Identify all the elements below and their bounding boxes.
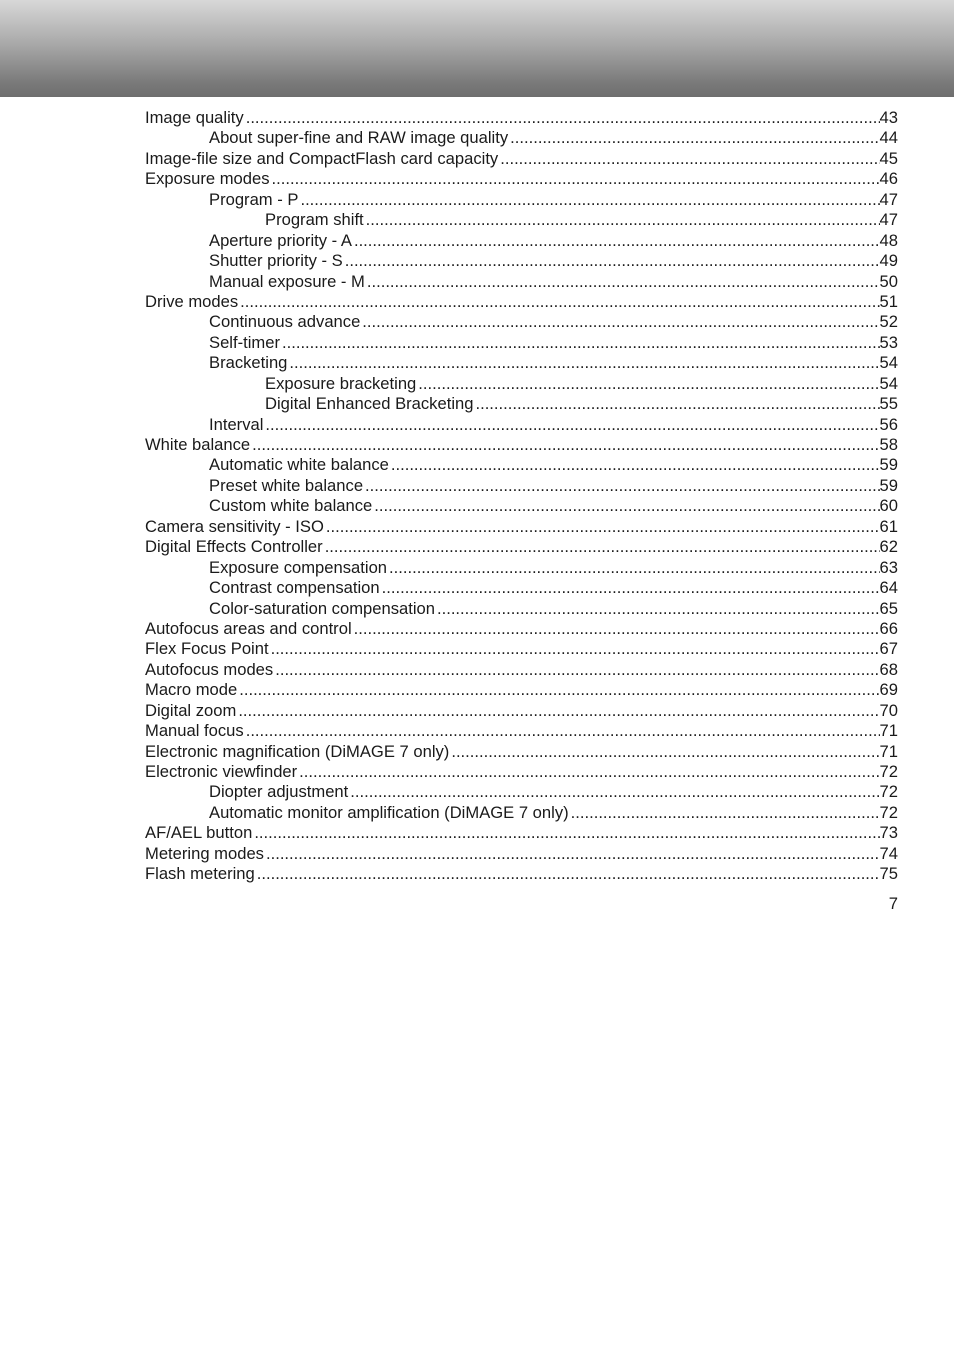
- toc-entry-page: 71: [879, 721, 898, 741]
- toc-dot-leader: [362, 312, 879, 332]
- toc-entry: [145, 660, 898, 680]
- toc-entry: [145, 190, 898, 210]
- toc-entry-title: Program - P: [209, 189, 299, 209]
- toc-entry-title: Manual focus: [145, 721, 244, 741]
- toc-entry-title: Flex Focus Point: [145, 639, 269, 659]
- toc-entry-title: Color-saturation compensation: [209, 598, 435, 618]
- toc-entry-page: 70: [879, 700, 898, 720]
- toc-entry-title: Manual exposure - M: [209, 271, 365, 291]
- toc-entry-page: 75: [879, 864, 898, 884]
- toc-entry-page: 62: [879, 537, 898, 557]
- toc-dot-leader: [389, 558, 880, 578]
- toc-entry: [145, 415, 898, 435]
- toc-dot-leader: [451, 742, 879, 762]
- toc-entry-title: Contrast compensation: [209, 578, 380, 598]
- toc-entry-page: 59: [879, 475, 898, 495]
- toc-entry-title: Continuous advance: [209, 312, 361, 332]
- toc-entry: [145, 210, 898, 230]
- toc-entry-page: 65: [879, 598, 898, 618]
- toc-dot-leader: [500, 149, 879, 169]
- toc-dot-leader: [382, 578, 880, 598]
- toc-entry-page: 72: [879, 802, 898, 822]
- toc-entry-page: 56: [879, 414, 898, 434]
- toc-dot-leader: [272, 169, 880, 189]
- toc-entry-title: Aperture priority - A: [209, 230, 352, 250]
- toc-dot-leader: [289, 353, 879, 373]
- toc-entry-page: 54: [879, 373, 898, 393]
- toc-entry-page: 47: [879, 189, 898, 209]
- toc-entry: [145, 701, 898, 721]
- toc-entry: [145, 517, 898, 537]
- toc-entry: [145, 742, 898, 762]
- table-of-contents: [145, 108, 898, 885]
- toc-entry: [145, 823, 898, 843]
- toc-entry-title: Image-file size and CompactFlash card capacity: [145, 148, 499, 168]
- toc-entry-page: 44: [879, 128, 898, 148]
- toc-entry-title: Exposure bracketing: [265, 373, 417, 393]
- toc-entry-title: AF/AEL button: [145, 823, 253, 843]
- toc-entry: [145, 128, 898, 148]
- toc-entry-page: 67: [879, 639, 898, 659]
- toc-entry-page: 43: [879, 108, 898, 127]
- toc-entry: [145, 231, 898, 251]
- toc-dot-leader: [571, 803, 880, 823]
- toc-entry-page: 74: [879, 843, 898, 863]
- toc-dot-leader: [246, 108, 880, 128]
- toc-dot-leader: [252, 435, 879, 455]
- toc-entry-title: Automatic monitor amplification (DiMAGE 7 only): [209, 802, 569, 822]
- toc-entry: [145, 272, 898, 292]
- toc-entry-title: Metering modes: [145, 843, 264, 863]
- toc-entry: [145, 435, 898, 455]
- toc-entry-page: 59: [879, 455, 898, 475]
- toc-dot-leader: [300, 190, 879, 210]
- toc-entry: [145, 455, 898, 475]
- toc-dot-leader: [367, 272, 880, 292]
- toc-entry: [145, 864, 898, 884]
- toc-entry-page: 69: [879, 680, 898, 700]
- toc-entry: [145, 374, 898, 394]
- toc-entry: [145, 619, 898, 639]
- toc-entry-title: Diopter adjustment: [209, 782, 349, 802]
- toc-entry-page: 60: [879, 496, 898, 516]
- toc-entry-page: 50: [879, 271, 898, 291]
- toc-entry-title: Autofocus modes: [145, 659, 274, 679]
- toc-entry-page: 73: [879, 823, 898, 843]
- toc-dot-leader: [239, 680, 879, 700]
- toc-dot-leader: [257, 864, 880, 884]
- toc-dot-leader: [326, 517, 880, 537]
- toc-entry-page: 71: [879, 741, 898, 761]
- toc-dot-leader: [254, 823, 879, 843]
- toc-entry-title: Digital zoom: [145, 700, 237, 720]
- toc-dot-leader: [275, 660, 879, 680]
- toc-entry: [145, 721, 898, 741]
- toc-dot-leader: [391, 455, 880, 475]
- toc-dot-leader: [418, 374, 879, 394]
- toc-entry: [145, 476, 898, 496]
- toc-entry-title: Custom white balance: [209, 496, 373, 516]
- toc-entry: [145, 680, 898, 700]
- toc-entry: [145, 578, 898, 598]
- toc-entry: [145, 108, 898, 128]
- toc-entry: [145, 312, 898, 332]
- toc-entry-title: About super-fine and RAW image quality: [209, 128, 509, 148]
- toc-dot-leader: [282, 333, 880, 353]
- toc-entry-title: Autofocus areas and control: [145, 618, 352, 638]
- toc-entry-title: Electronic magnification (DiMAGE 7 only): [145, 741, 450, 761]
- toc-entry: [145, 149, 898, 169]
- toc-dot-leader: [354, 231, 880, 251]
- toc-entry-title: Automatic white balance: [209, 455, 389, 475]
- toc-entry-page: 55: [879, 394, 898, 414]
- toc-dot-leader: [366, 210, 880, 230]
- toc-dot-leader: [325, 537, 880, 557]
- toc-dot-leader: [266, 844, 880, 864]
- toc-entry: [145, 844, 898, 864]
- toc-dot-leader: [238, 701, 879, 721]
- toc-entry: [145, 169, 898, 189]
- toc-entry-page: 51: [879, 291, 898, 311]
- toc-entry-page: 58: [879, 435, 898, 454]
- toc-entry-page: 53: [879, 332, 898, 352]
- toc-dot-leader: [365, 476, 879, 496]
- toc-entry: [145, 333, 898, 353]
- toc-entry: [145, 639, 898, 659]
- toc-entry-page: 72: [879, 762, 898, 781]
- toc-dot-leader: [510, 128, 879, 148]
- page-number: 7: [888, 894, 898, 913]
- toc-entry-page: 72: [879, 782, 898, 802]
- toc-dot-leader: [437, 599, 880, 619]
- toc-entry-title: Interval: [209, 414, 264, 434]
- toc-entry-title: Exposure compensation: [209, 557, 388, 577]
- toc-entry-title: Exposure modes: [145, 169, 270, 189]
- toc-entry: [145, 558, 898, 578]
- toc-entry-page: 45: [879, 148, 898, 168]
- header-band: [0, 0, 954, 97]
- toc-entry-title: Drive modes: [145, 291, 239, 311]
- toc-entry-page: 48: [879, 230, 898, 250]
- toc-entry-title: Electronic viewfinder: [145, 762, 298, 781]
- toc-dot-leader: [350, 782, 879, 802]
- toc-entry-page: 66: [879, 618, 898, 638]
- toc-entry-page: 64: [879, 578, 898, 598]
- toc-entry: [145, 353, 898, 373]
- toc-entry-page: 68: [879, 659, 898, 679]
- toc-entry: [145, 292, 898, 312]
- toc-dot-leader: [299, 762, 879, 782]
- toc-dot-leader: [240, 292, 879, 312]
- toc-entry: [145, 599, 898, 619]
- toc-entry-title: Image quality: [145, 108, 244, 127]
- toc-entry-page: 49: [879, 251, 898, 271]
- toc-entry: [145, 782, 898, 802]
- toc-entry-title: Macro mode: [145, 680, 238, 700]
- toc-entry-page: 54: [879, 353, 898, 373]
- toc-dot-leader: [246, 721, 880, 741]
- toc-entry-page: 63: [879, 557, 898, 577]
- toc-entry-title: Preset white balance: [209, 475, 364, 495]
- toc-entry-title: White balance: [145, 435, 251, 454]
- toc-dot-leader: [265, 415, 879, 435]
- toc-dot-leader: [354, 619, 880, 639]
- toc-entry-page: 61: [879, 516, 898, 536]
- toc-entry-title: Camera sensitivity - ISO: [145, 516, 324, 536]
- toc-dot-leader: [345, 251, 880, 271]
- toc-entry-title: Flash metering: [145, 864, 255, 884]
- toc-entry-title: Digital Enhanced Bracketing: [265, 394, 474, 414]
- toc-dot-leader: [271, 639, 880, 659]
- toc-entry: [145, 394, 898, 414]
- toc-entry: [145, 762, 898, 782]
- toc-entry-page: 47: [879, 210, 898, 230]
- toc-entry-title: Shutter priority - S: [209, 251, 343, 271]
- toc-entry: [145, 803, 898, 823]
- toc-entry-page: 52: [879, 312, 898, 332]
- toc-dot-leader: [475, 394, 879, 414]
- toc-entry-title: Bracketing: [209, 353, 288, 373]
- toc-entry-title: Self-timer: [209, 332, 280, 352]
- toc-entry: [145, 251, 898, 271]
- toc-entry: [145, 537, 898, 557]
- toc-entry-title: Program shift: [265, 210, 364, 230]
- toc-dot-leader: [374, 496, 879, 516]
- toc-entry-page: 46: [879, 169, 898, 189]
- toc-entry-title: Digital Effects Controller: [145, 537, 323, 557]
- toc-entry: [145, 496, 898, 516]
